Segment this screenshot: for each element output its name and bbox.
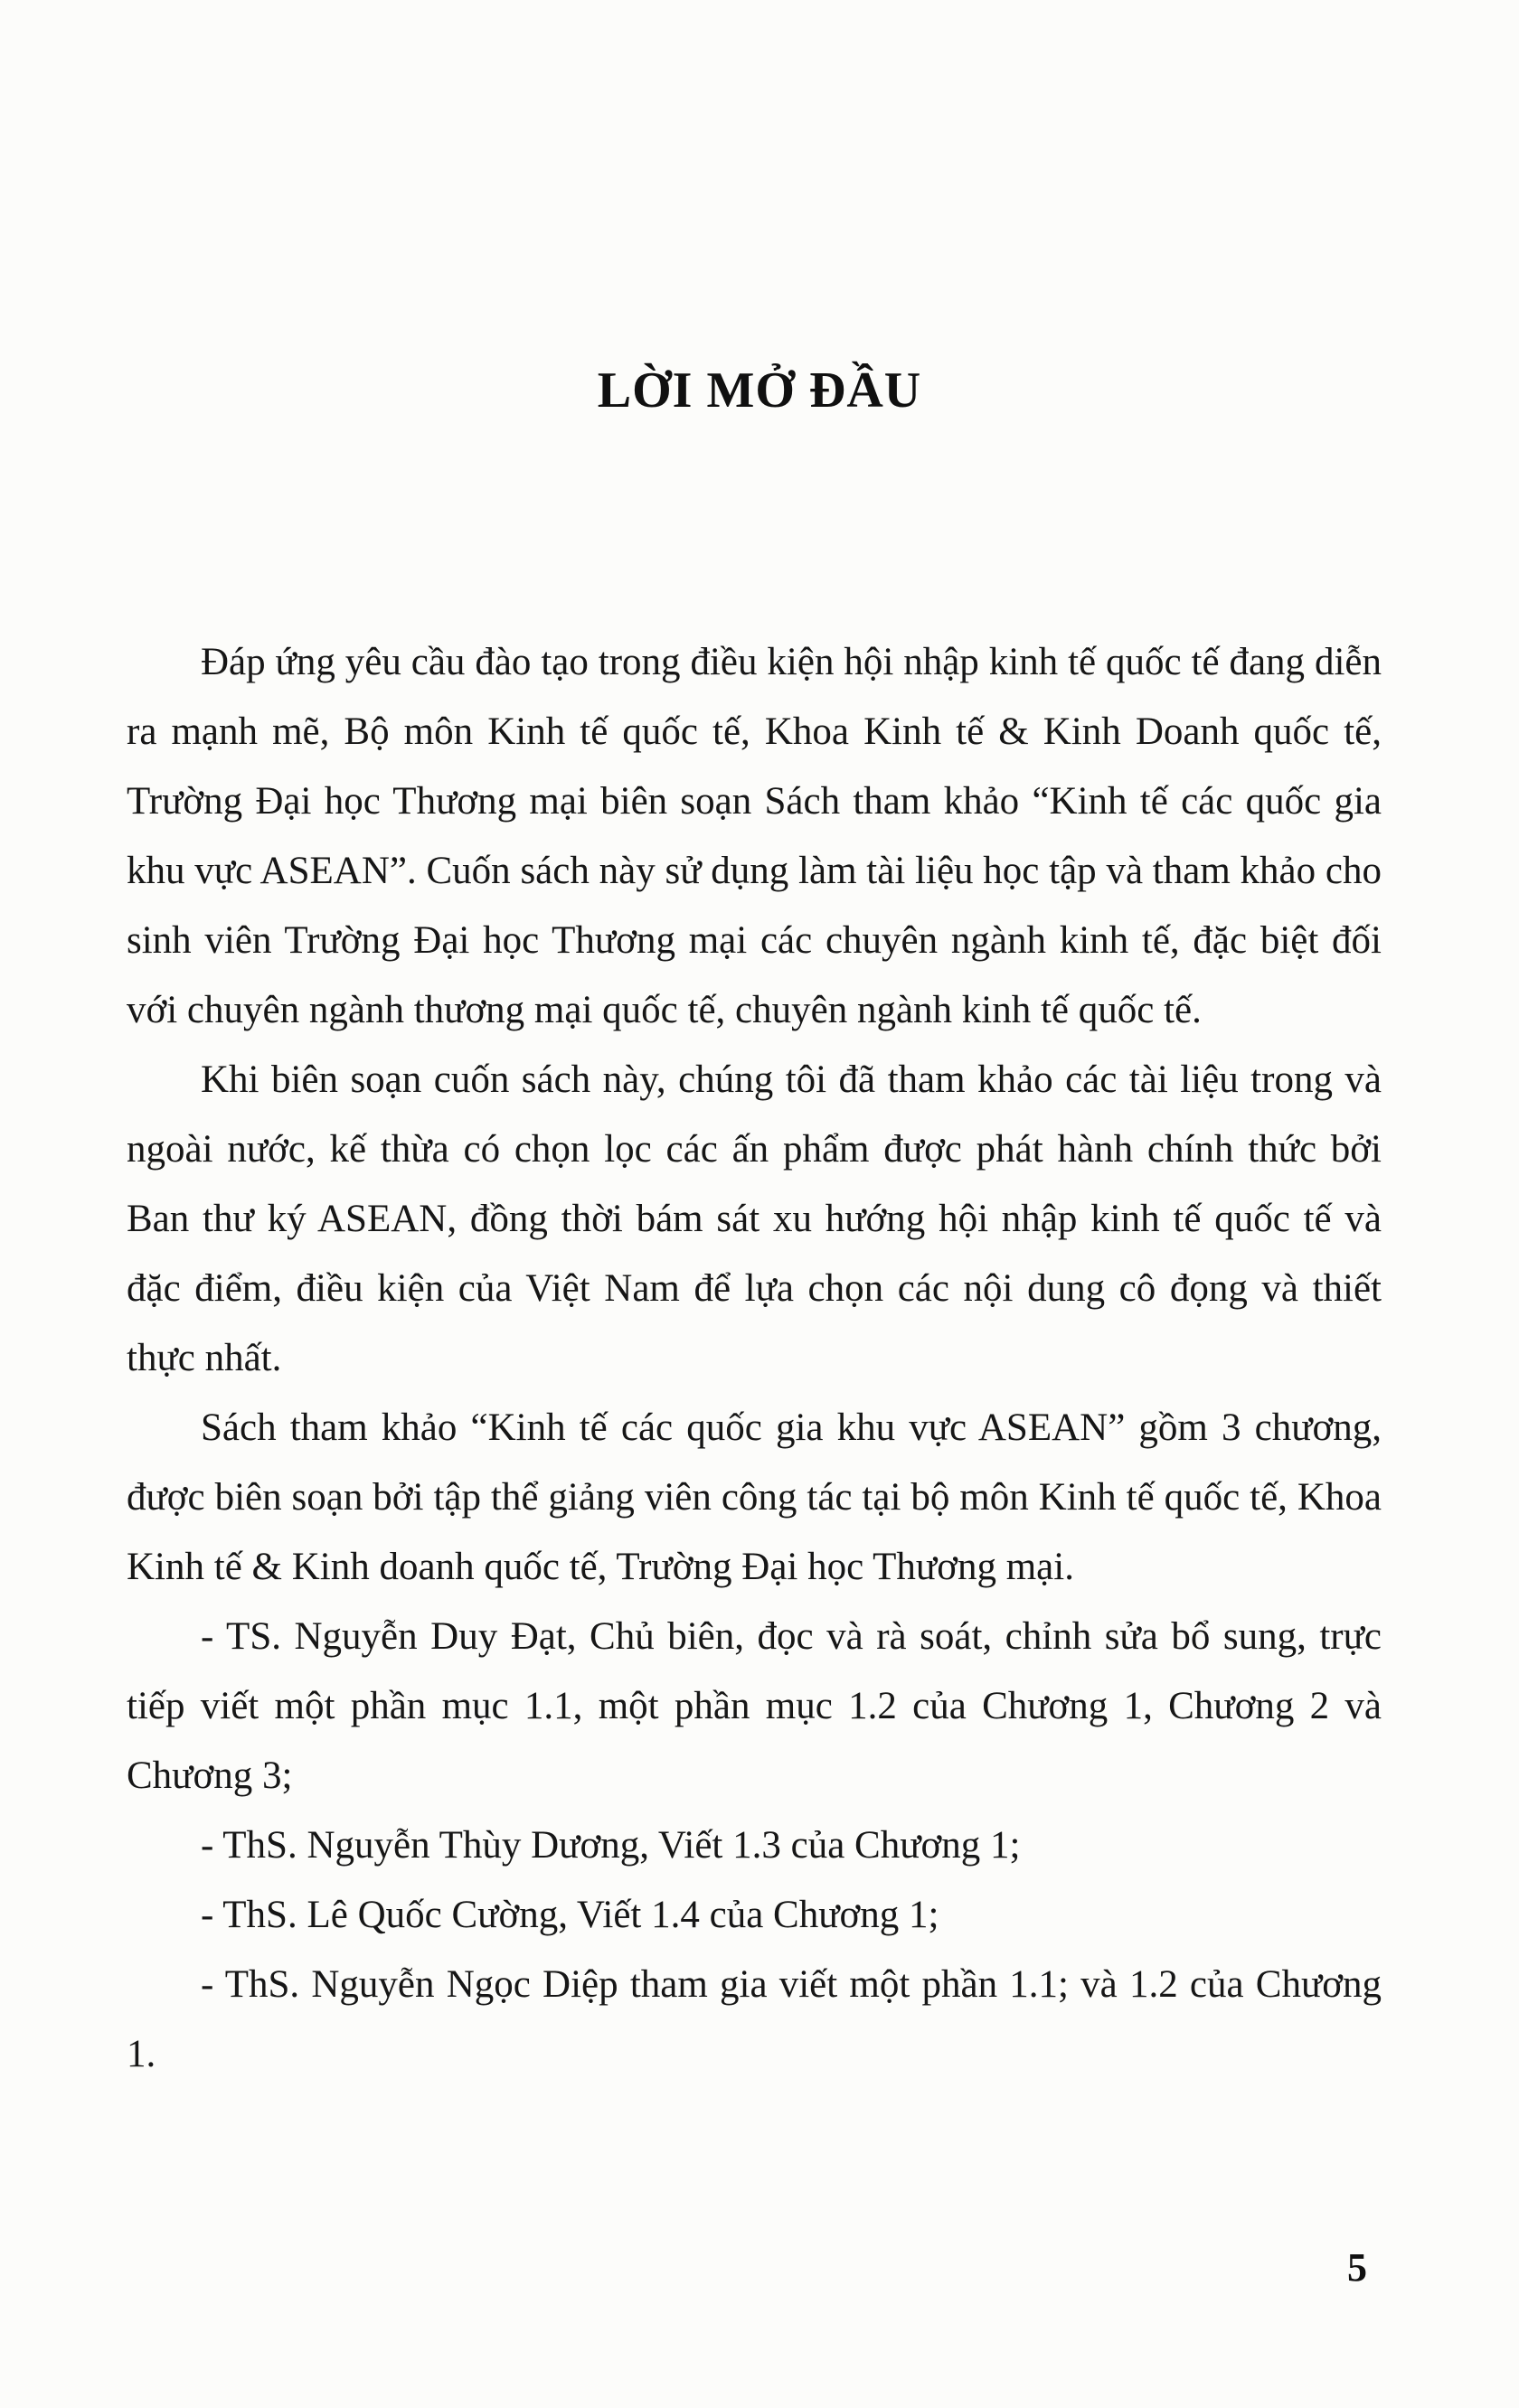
preface-body xyxy=(127,627,1382,2089)
paragraph: - ThS. Lê Quốc Cường, Viết 1.4 của Chương 1; xyxy=(201,1894,939,1936)
paragraph: Đáp ứng yêu cầu đào tạo trong điều kiện hội nhập kinh tế quốc tế đang diễn ra mạnh mẽ, Bộ môn Kinh tế quốc tế, Khoa Kinh tế & Kinh Doanh quốc tế, Trường Đại học Thương mại biên soạn Sách tham khảo “Kinh tế các quốc gia khu vực ASEAN”. Cuốn sách này sử dụng làm tài liệu học tập và tham khảo cho sinh viên Trường Đại học Thương mại các chuyên ngành kinh tế, đặc biệt đối với chuyên ngành thương mại quốc tế, chuyên ngành kinh tế quốc tế. xyxy=(127,641,1382,1031)
page-number: 5 xyxy=(1347,2245,1367,2290)
paragraph: Khi biên soạn cuốn sách này, chúng tôi đã tham khảo các tài liệu trong và ngoài nước, kế thừa có chọn lọc các ấn phẩm được phát hành chính thức bởi Ban thư ký ASEAN, đồng thời bám sát xu hướng hội nhập kinh tế quốc tế và đặc điểm, điều kiện của Việt Nam để lựa chọn các nội dung cô đọng và thiết thực nhất. xyxy=(127,1058,1382,1379)
paragraph: Sách tham khảo “Kinh tế các quốc gia khu vực ASEAN” gồm 3 chương, được biên soạn bởi tập thể giảng viên công tác tại bộ môn Kinh tế quốc tế, Khoa Kinh tế & Kinh doanh quốc tế, Trường Đại học Thương mại. xyxy=(127,1406,1382,1588)
preface-title: LỜI MỞ ĐẦU xyxy=(597,362,922,419)
paragraph: - TS. Nguyễn Duy Đạt, Chủ biên, đọc và rà soát, chỉnh sửa bổ sung, trực tiếp viết một phần mục 1.1, một phần mục 1.2 của Chương 1, Chương 2 và Chương 3; xyxy=(127,1615,1382,1797)
paragraph: - ThS. Nguyễn Ngọc Diệp tham gia viết một phần 1.1; và 1.2 của Chương 1. xyxy=(127,1963,1382,2075)
paragraph: - ThS. Nguyễn Thùy Dương, Viết 1.3 của Chương 1; xyxy=(201,1824,1021,1867)
